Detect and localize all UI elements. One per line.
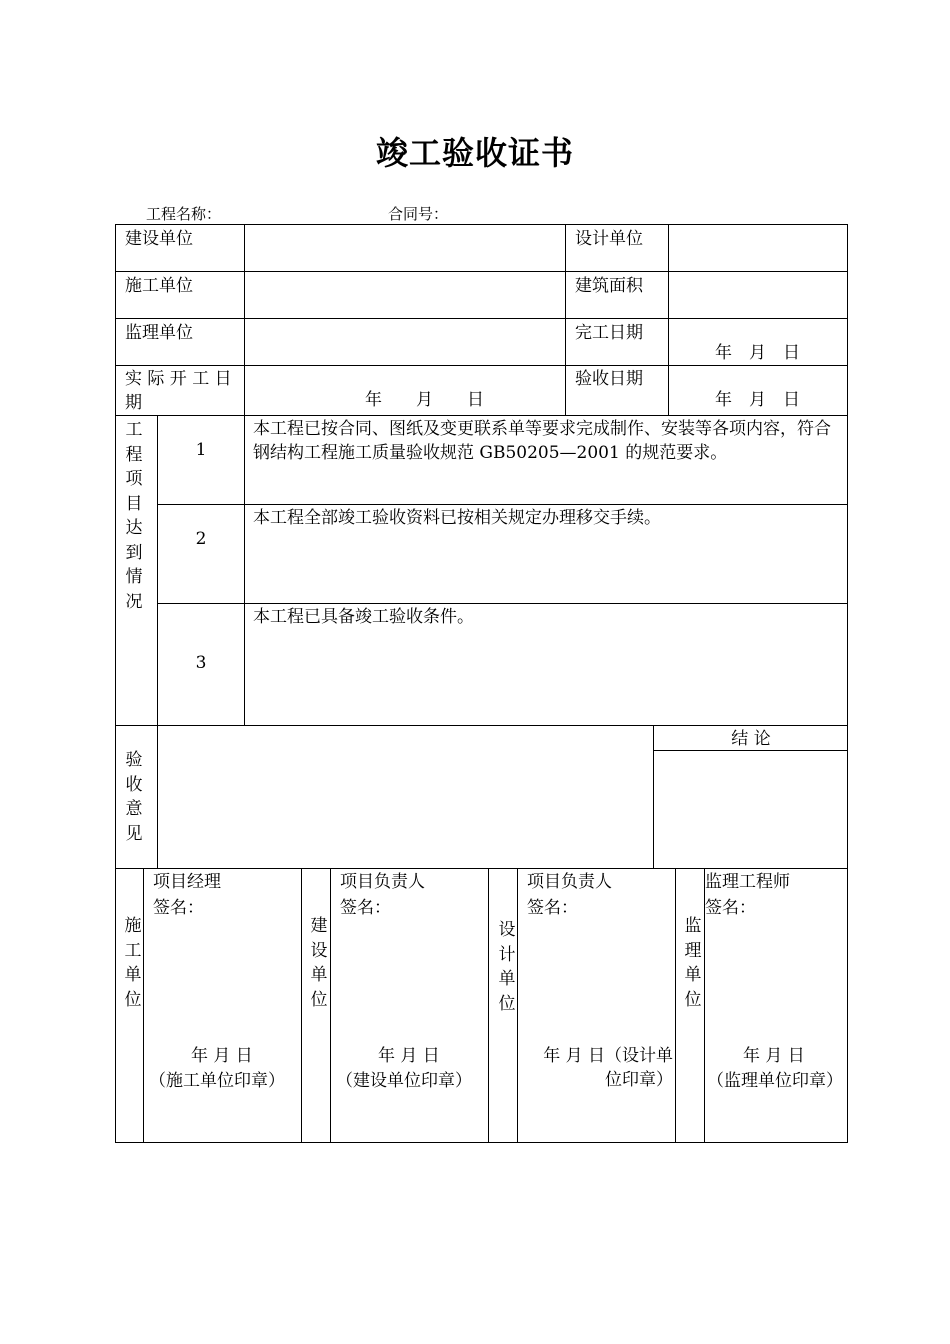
status-item-2-text: 本工程全部竣工验收资料已按相关规定办理移交手续。 [253, 508, 661, 528]
status-item-1-no: 1 [195, 440, 207, 460]
sig-designer-role: 项目负责人 [527, 872, 612, 892]
completion-date-label: 完工日期 [575, 323, 643, 343]
sig-constructor-date: 年 月 日 [191, 1046, 253, 1066]
sig-builder-unit-label: 建设单位 [310, 916, 328, 1010]
sig-builder-seal: （建设单位印章） [336, 1071, 472, 1091]
sig-constructor-unit-label: 施工单位 [124, 916, 142, 1010]
constructor-label: 施工单位 [125, 276, 193, 296]
acceptance-form-table [115, 224, 848, 1143]
status-item-1-text: 本工程已按合同、图纸及变更联系单等要求完成制作、安装等各项内容，符合钢结构工程施工质量验收规范 GB50205—2001 的规范要求。 [253, 419, 831, 463]
sig-constructor-sign: 签名： [153, 898, 204, 918]
designer-label: 设计单位 [575, 229, 643, 249]
sig-builder-sign: 签名： [340, 898, 391, 918]
status-item-3-no: 3 [195, 653, 207, 673]
start-date-label-line1: 实 际 开 工 日 [125, 369, 232, 389]
sig-constructor-role: 项目经理 [153, 872, 221, 892]
status-item-3-text: 本工程已具备竣工验收条件。 [253, 607, 474, 627]
contract-no-label: 合同号： [388, 205, 449, 223]
sig-constructor-seal: （施工单位印章） [149, 1071, 285, 1091]
acceptance-date-label: 验收日期 [575, 369, 643, 389]
status-section-label: 工程项目达到情况 [125, 420, 143, 612]
completion-date-value: 年 月 日 [715, 343, 800, 363]
start-date-label-line2: 期 [125, 393, 142, 413]
project-name-label: 工程名称： [146, 205, 222, 223]
sig-supervisor-unit-label: 监理单位 [684, 916, 702, 1010]
sig-builder-date: 年 月 日 [378, 1046, 440, 1066]
page-title: 竣工验收证书 [375, 134, 574, 172]
sig-supervisor-role: 监理工程师 [705, 872, 790, 892]
acceptance-date-value: 年 月 日 [715, 390, 800, 410]
sig-supervisor-sign: 签名： [705, 898, 756, 918]
sig-supervisor-date: 年 月 日 [743, 1046, 805, 1066]
sig-builder-role: 项目负责人 [340, 872, 425, 892]
opinion-section-label: 验收意见 [125, 750, 143, 844]
sig-supervisor-seal: （监理单位印章） [707, 1071, 843, 1091]
sig-designer-sign: 签名： [527, 898, 578, 918]
supervisor-label: 监理单位 [125, 323, 193, 343]
sig-designer-unit-label: 设计单位 [498, 920, 516, 1014]
conclusion-label: 结 论 [731, 729, 771, 749]
sig-designer-date: 年 月 日（设计单位印章） [543, 1046, 673, 1090]
builder-label: 建设单位 [125, 229, 193, 249]
status-item-2-no: 2 [195, 529, 207, 549]
area-label: 建筑面积 [575, 276, 643, 296]
start-date-value: 年 月 日 [365, 390, 484, 410]
